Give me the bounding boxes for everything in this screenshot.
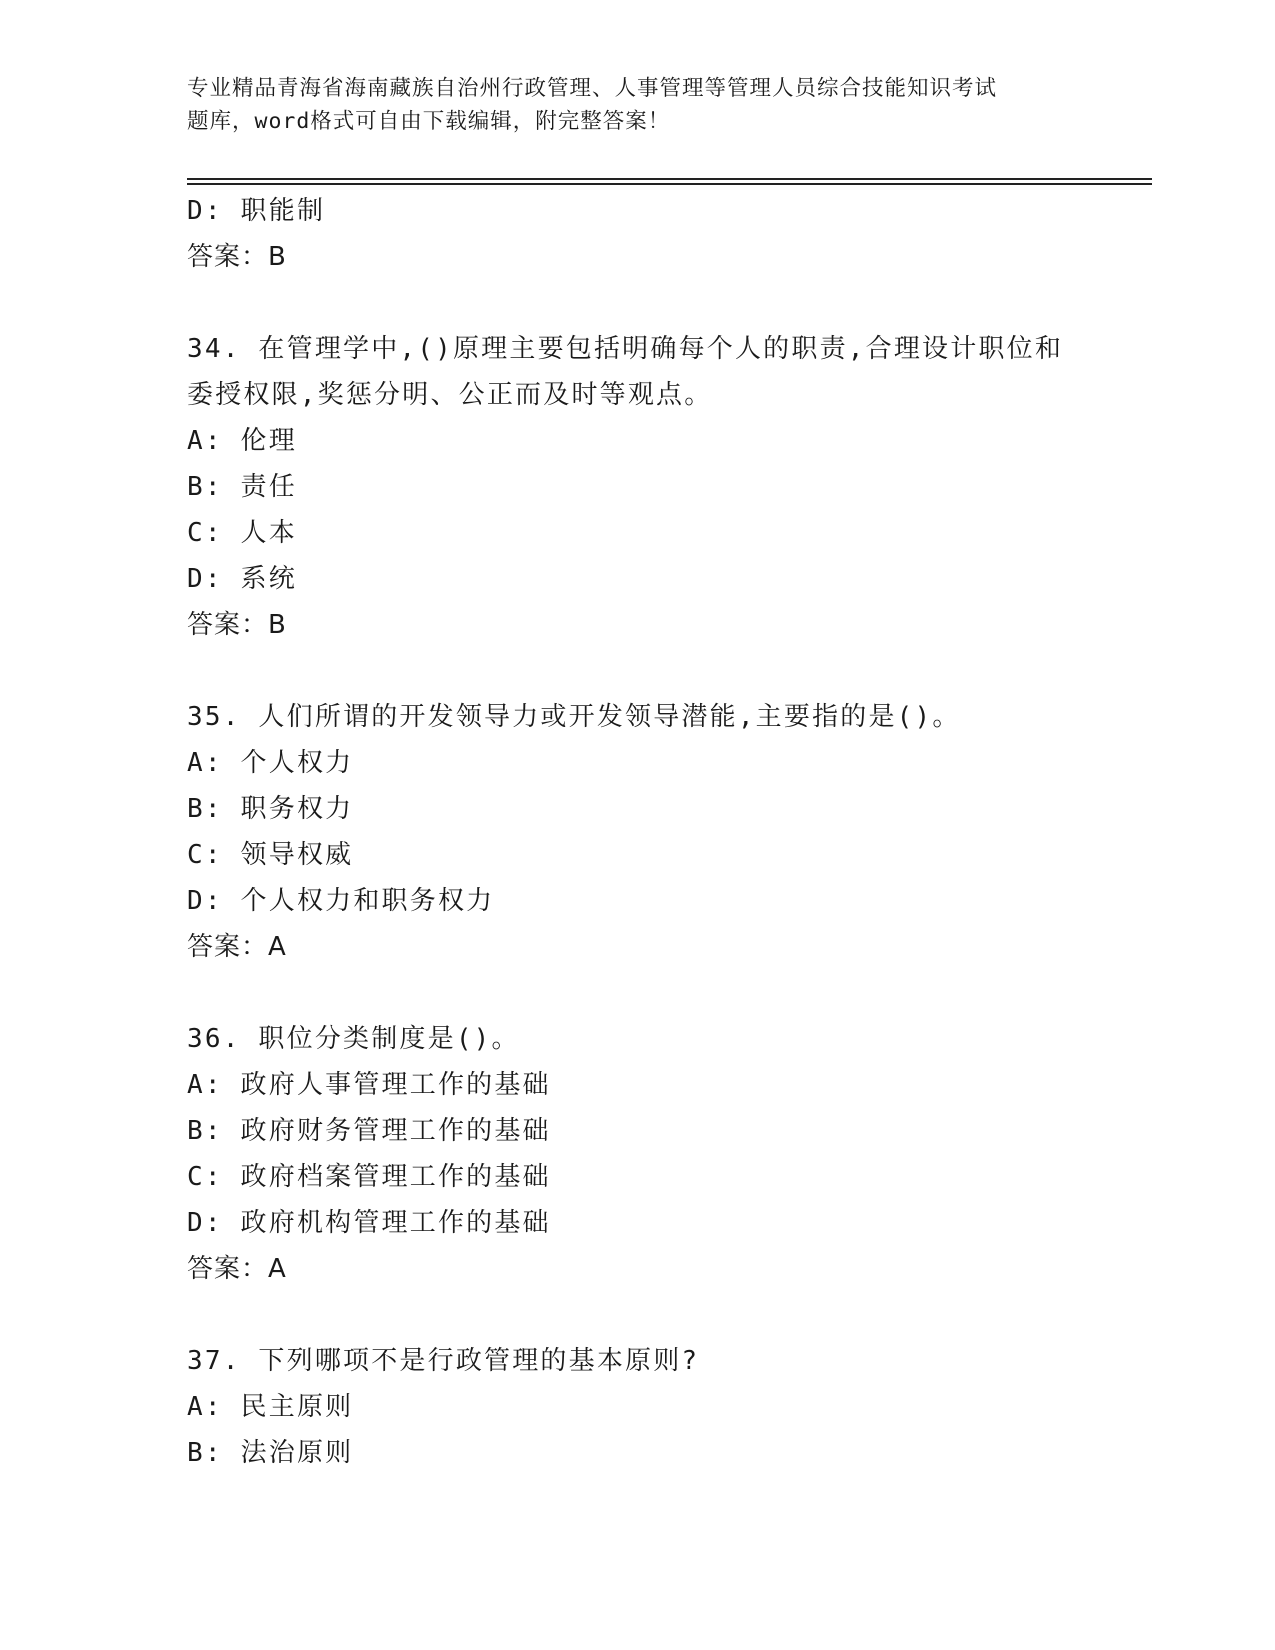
option-b: B: 职务权力 [187, 794, 354, 824]
option-d: D: 政府机构管理工作的基础 [187, 1208, 551, 1238]
spacer [187, 280, 1147, 326]
option-c: C: 政府档案管理工作的基础 [187, 1162, 551, 1192]
continued-answer: 答案：B [187, 242, 287, 272]
header-divider-bottom [187, 183, 1152, 185]
question-35 [187, 694, 1147, 970]
question-stem: 35. 人们所谓的开发领导力或开发领导潜能,主要指的是()。 [187, 702, 961, 732]
question-36 [187, 1016, 1147, 1292]
option-b: B: 法治原则 [187, 1438, 354, 1468]
header-divider-top [187, 178, 1152, 180]
spacer [187, 1292, 1147, 1338]
option-c: C: 领导权威 [187, 840, 354, 870]
continued-option-d: D: 职能制 [187, 196, 326, 226]
answer: 答案：B [187, 610, 287, 640]
answer: 答案：A [187, 1254, 287, 1284]
question-stem: 36. 职位分类制度是()。 [187, 1024, 520, 1054]
option-a: A: 民主原则 [187, 1392, 354, 1422]
answer: 答案：A [187, 932, 287, 962]
question-stem-continued: 委授权限,奖惩分明、公正而及时等观点。 [187, 380, 713, 410]
question-stem: 34. 在管理学中,()原理主要包括明确每个人的职责,合理设计职位和 [187, 334, 1064, 364]
option-a: A: 政府人事管理工作的基础 [187, 1070, 551, 1100]
option-c: C: 人本 [187, 518, 297, 548]
option-d: D: 个人权力和职务权力 [187, 886, 495, 916]
document-header [187, 72, 1087, 138]
option-d: D: 系统 [187, 564, 297, 594]
option-a: A: 伦理 [187, 426, 297, 456]
spacer [187, 970, 1147, 1016]
question-34 [187, 326, 1147, 648]
question-list [187, 188, 1147, 1476]
option-b: B: 政府财务管理工作的基础 [187, 1116, 551, 1146]
header-line-2: 题库，word格式可自由下载编辑，附完整答案！ [187, 109, 671, 134]
question-37 [187, 1338, 1147, 1476]
option-a: A: 个人权力 [187, 748, 354, 778]
option-b: B: 责任 [187, 472, 297, 502]
header-line-1: 专业精品青海省海南藏族自治州行政管理、人事管理等管理人员综合技能知识考试 [187, 76, 998, 101]
question-stem: 37. 下列哪项不是行政管理的基本原则? [187, 1346, 700, 1376]
spacer [187, 648, 1147, 694]
